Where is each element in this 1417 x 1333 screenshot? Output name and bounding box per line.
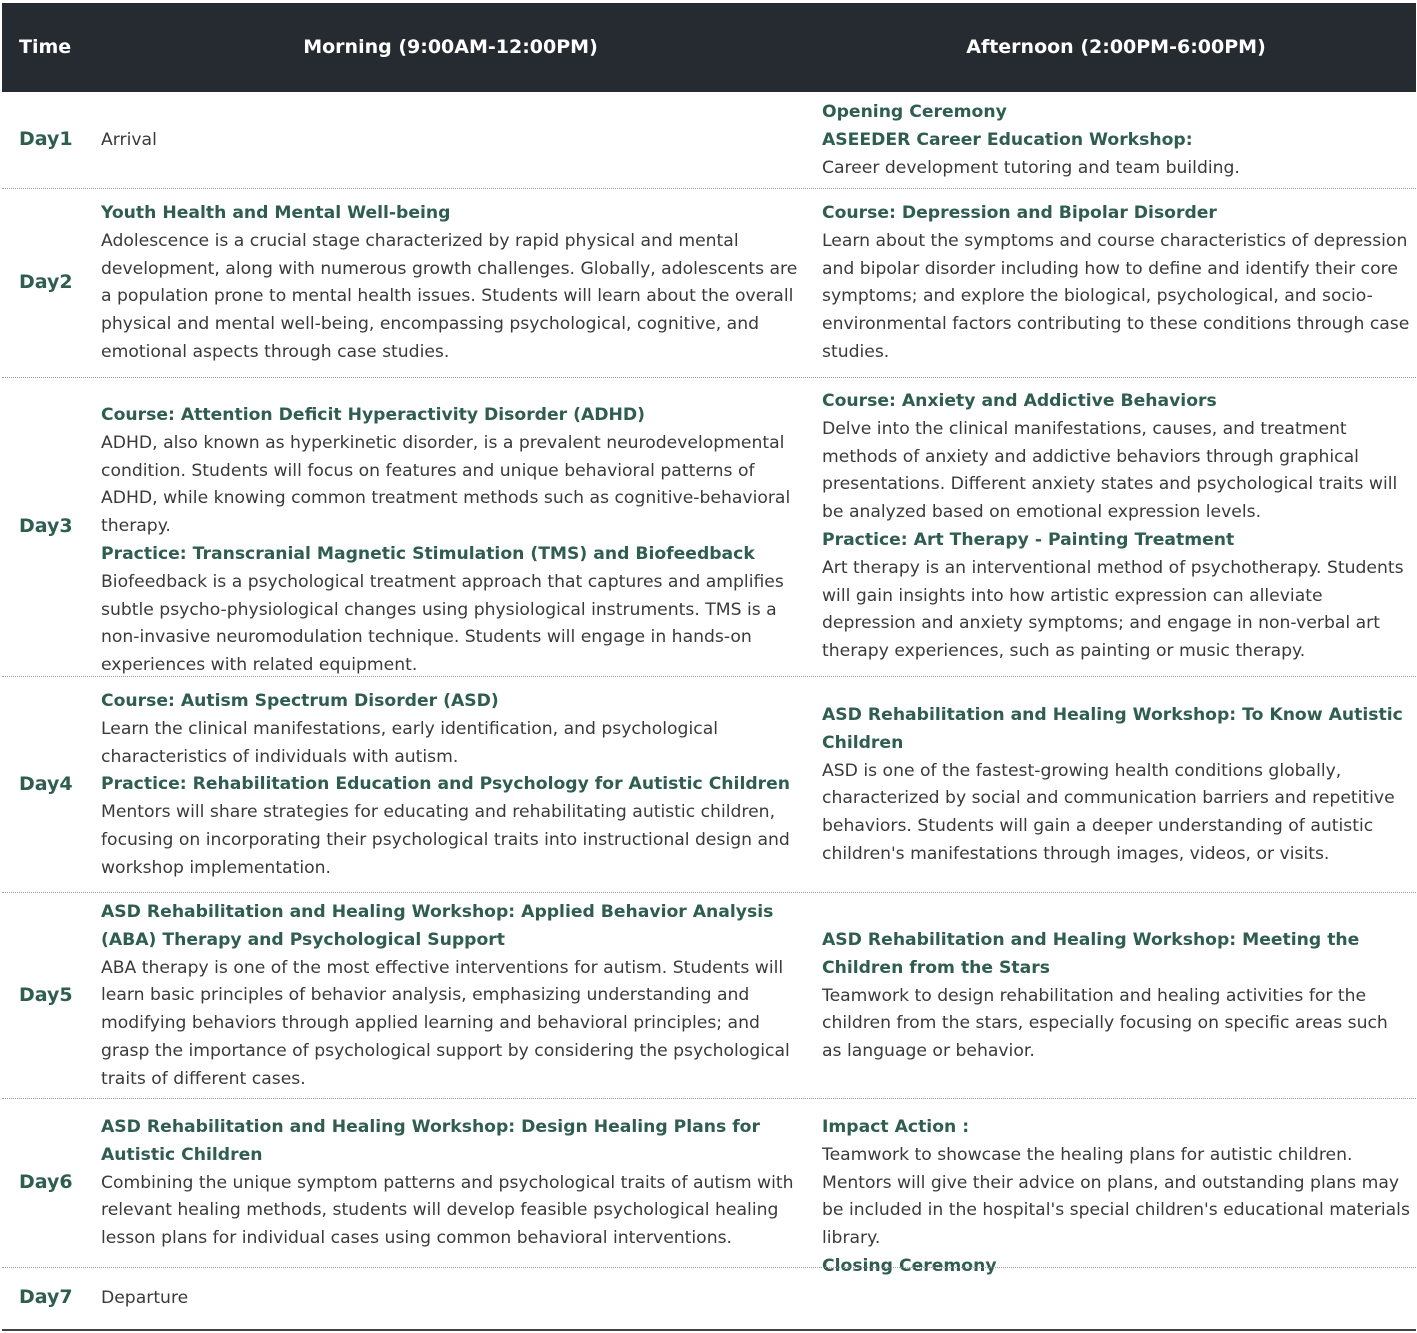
- morning-cell: [101, 688, 801, 883]
- day-label: Day7: [19, 1286, 73, 1308]
- morning-desc: Arrival: [101, 130, 157, 150]
- morning-desc: ABA therapy is one of the most effective interventions for autism. Students will learn basic principles of behavior analysis, emphasizing understanding and modifying behaviors through applied learning and behavioral principles; and grasp the importance of psychological support by considering the psychological traits of different cases.: [101, 957, 790, 1089]
- morning-desc: Combining the unique symptom patterns and psychological traits of autism with relevant healing methods, students will develop feasible psychological healing lesson plans for individual cases using common behavioral interventions.: [101, 1172, 794, 1249]
- morning-cell: [101, 127, 801, 155]
- morning-desc: Biofeedback is a psychological treatment approach that captures and amplifies subtle psycho-physiological changes using physiological instruments. TMS is a non-invasive neuromodulation technique. Students will engage in hands-on experiences with related equipment.: [101, 571, 784, 676]
- morning-cell: [101, 200, 801, 367]
- afternoon-title: Practice: Art Therapy - Painting Treatment: [822, 529, 1235, 550]
- row-divider: [2, 1098, 1416, 1099]
- afternoon-desc: Delve into the clinical manifestations, causes, and treatment methods of anxiety and addictive behaviors through graphical presentations. Different anxiety states and psychological traits will be analyzed based on emotional expression levels.: [822, 418, 1398, 523]
- day-label: Day5: [19, 984, 73, 1006]
- header-afternoon: Afternoon (2:00PM-6:00PM): [966, 36, 1266, 58]
- afternoon-desc: Art therapy is an interventional method of psychotherapy. Students will gain insights into how artistic expression can alleviate depression and anxiety symptoms; and engage in non-verbal art therapy experiences, such as painting or music therapy.: [822, 557, 1404, 662]
- day-label: Day1: [19, 128, 73, 150]
- afternoon-title: ASD Rehabilitation and Healing Workshop: Meeting the Children from the Stars: [822, 930, 1360, 978]
- afternoon-desc: Teamwork to showcase the healing plans for autistic children. Mentors will give their advice on plans, and outstanding plans may be included in the hospital's special children's educational materials library.: [822, 1144, 1410, 1249]
- morning-desc: Mentors will share strategies for educating and rehabilitating autistic children, focusing on incorporating their psychological traits into instructional design and workshop implementation.: [101, 802, 790, 878]
- afternoon-title: Impact Action :: [822, 1117, 970, 1137]
- afternoon-title: ASEEDER Career Education Workshop:: [822, 129, 1193, 150]
- day-label: Day4: [19, 773, 73, 795]
- row-divider: [2, 1267, 1416, 1268]
- afternoon-cell: [822, 200, 1412, 367]
- row-divider: [2, 377, 1416, 378]
- row-divider: [2, 188, 1416, 189]
- afternoon-desc: Career development tutoring and team building.: [822, 157, 1240, 178]
- header-morning: Morning (9:00AM-12:00PM): [303, 36, 598, 58]
- afternoon-desc: Learn about the symptoms and course characteristics of depression and bipolar disorder including how to define and identify their core symptoms; and explore the biological, psychological, and socio-environmental factors contributing to these conditions through case studies.: [822, 230, 1410, 362]
- row-divider: [2, 676, 1416, 677]
- morning-cell: [101, 402, 801, 680]
- table-header: [2, 3, 1416, 92]
- afternoon-title: Opening Ceremony: [822, 102, 1007, 122]
- afternoon-title: Course: Depression and Bipolar Disorder: [822, 203, 1217, 223]
- morning-cell: [101, 1285, 801, 1313]
- afternoon-cell: [822, 1114, 1412, 1281]
- day-label: Day3: [19, 515, 73, 537]
- afternoon-title: Course: Anxiety and Addictive Behaviors: [822, 391, 1217, 411]
- afternoon-desc: Teamwork to design rehabilitation and healing activities for the children from the stars, especially focusing on specific areas such as language or behavior.: [822, 985, 1388, 1062]
- morning-desc: Learn the clinical manifestations, early identification, and psychological characteristics of individuals with autism.: [101, 718, 718, 767]
- morning-cell: [101, 1114, 801, 1253]
- morning-title: ASD Rehabilitation and Healing Workshop: Design Healing Plans for Autistic Children: [101, 1117, 760, 1165]
- table-bottom-border: [2, 1329, 1416, 1331]
- afternoon-cell: [822, 99, 1412, 182]
- day-label: Day6: [19, 1171, 73, 1193]
- morning-title: ASD Rehabilitation and Healing Workshop: Applied Behavior Analysis (ABA) Therapy and Psychological Support: [101, 902, 774, 950]
- afternoon-desc: ASD is one of the fastest-growing health conditions globally, characterized by social and communication barriers and repetitive behaviors. Students will gain a deeper understanding of autistic children's manifestations through images, videos, or visits.: [822, 760, 1395, 864]
- morning-desc: Adolescence is a crucial stage characterized by rapid physical and mental development, along with numerous growth challenges. Globally, adolescents are a population prone to mental health issues. Students will learn about the overall physical and mental well-being, encompassing psychological, cognitive, and emotional aspects through case studies.: [101, 230, 798, 362]
- morning-title: Course: Autism Spectrum Disorder (ASD): [101, 691, 499, 711]
- morning-title: Practice: Rehabilitation Education and Psychology for Autistic Children: [101, 774, 791, 795]
- morning-desc: Departure: [101, 1288, 189, 1308]
- morning-title: Youth Health and Mental Well-being: [101, 203, 451, 223]
- afternoon-cell: [822, 702, 1412, 869]
- afternoon-cell: [822, 927, 1412, 1066]
- morning-desc: ADHD, also known as hyperkinetic disorder, is a prevalent neurodevelopmental condition. Students will focus on features and unique behavioral patterns of ADHD, while knowing common treatment methods such as cognitive-behavioral therapy.: [101, 432, 791, 537]
- afternoon-title: Closing Ceremony: [822, 1255, 997, 1276]
- morning-title: Practice: Transcranial Magnetic Stimulation (TMS) and Biofeedback: [101, 543, 755, 564]
- afternoon-title: ASD Rehabilitation and Healing Workshop: To Know Autistic Children: [822, 705, 1403, 753]
- morning-cell: [101, 899, 801, 1094]
- morning-title: Course: Attention Deficit Hyperactivity Disorder (ADHD): [101, 405, 646, 425]
- afternoon-cell: [822, 388, 1412, 666]
- header-time: Time: [19, 36, 72, 58]
- day-label: Day2: [19, 271, 73, 293]
- row-divider: [2, 892, 1416, 893]
